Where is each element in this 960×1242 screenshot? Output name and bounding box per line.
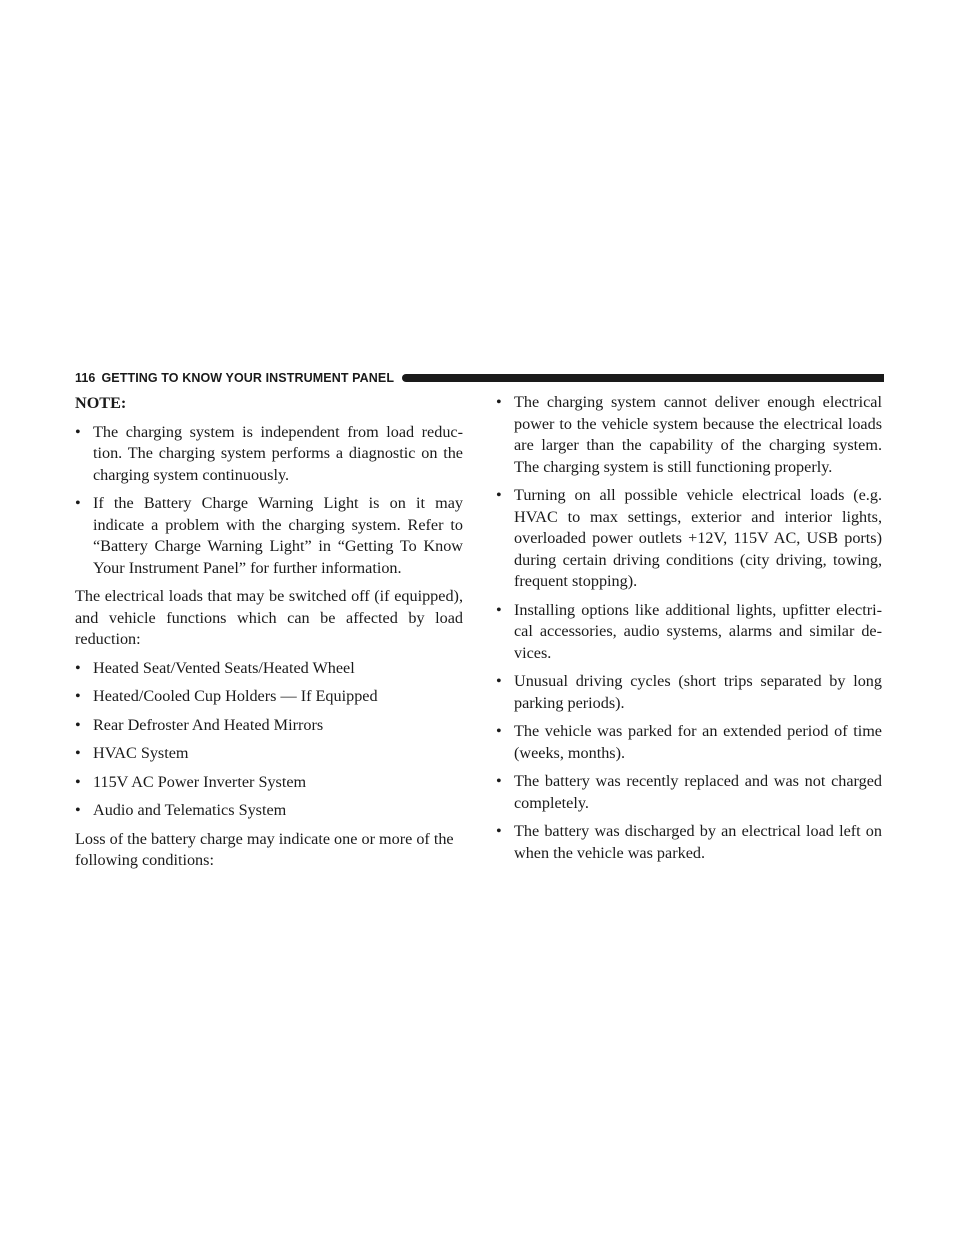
- load-bullet: [75, 715, 463, 737]
- intro-paragraph: The electrical loads that may be switched off (if equipped), and vehicle functions which can be affected by load reduction:: [75, 587, 463, 648]
- bullet-icon: •: [496, 486, 502, 504]
- note-label: NOTE:: [75, 394, 127, 412]
- load-bullet: [75, 772, 463, 794]
- condition-bullet-text: The charging system cannot deliver enough electrical power to the vehicle system because the electrical loads are larger than the capability of the charging system. The charging system is still functioning properly.: [514, 393, 882, 476]
- bullet-icon: •: [496, 672, 502, 690]
- condition-list: [496, 392, 882, 864]
- condition-bullet-text: Unusual driving cycles (short trips separated by long parking periods).: [514, 672, 882, 712]
- condition-bullet: [496, 671, 882, 714]
- bullet-icon: •: [75, 744, 81, 762]
- bullet-icon: •: [496, 600, 502, 619]
- note-bullet-text: If the Battery Charge Warning Light is on it may indicate a problem with the charging system. Refer to “Battery Charge Warning Light” in “Getting To Know Your Instrument Panel” for further information.: [93, 494, 463, 577]
- bullet-icon: •: [75, 658, 81, 677]
- condition-bullet-text: Turning on all possible vehicle electrical loads (e.g. HVAC to max settings, exterior and interior lights, overloaded power outlets +12V, 115V AC, USB ports) during certain driving conditions (city driving, towing, frequent stopping).: [514, 486, 882, 590]
- load-bullet: [75, 658, 463, 680]
- condition-bullet: [496, 392, 882, 478]
- load-bullet: [75, 800, 463, 822]
- bullet-icon: •: [496, 393, 502, 411]
- loss-paragraph: Loss of the battery charge may indicate one or more of the following conditions:: [75, 829, 454, 869]
- load-bullet: [75, 743, 463, 765]
- bullet-icon: •: [75, 801, 81, 819]
- load-bullet-text: Audio and Telematics System: [93, 801, 287, 819]
- bullet-icon: •: [75, 422, 81, 441]
- load-bullet-text: Rear Defroster And Heated Mirrors: [93, 715, 324, 734]
- page-number: 116: [75, 371, 96, 385]
- load-list: [75, 658, 463, 822]
- condition-bullet: [496, 821, 882, 864]
- page-header: [75, 368, 884, 388]
- note-bullet-text: The charging system is independent from load reduc-tion. The charging system performs a diagnostic on the charging system continuously.: [93, 422, 463, 484]
- condition-bullet: [496, 721, 882, 764]
- condition-bullet: [496, 771, 882, 814]
- bullet-icon: •: [496, 772, 502, 790]
- condition-bullet: [496, 600, 882, 665]
- note-bullet: [75, 422, 463, 487]
- bullet-icon: •: [496, 822, 502, 840]
- condition-bullet-text: Installing options like additional lights, upfitter electri-cal accessories, audio systems, alarms and similar de-vices.: [514, 600, 882, 662]
- right-column: [496, 392, 882, 871]
- left-column: [75, 392, 463, 879]
- note-bullet: [75, 493, 463, 579]
- load-bullet-text: Heated/Cooled Cup Holders — If Equipped: [93, 687, 378, 705]
- condition-bullet-text: The battery was recently replaced and was not charged completely.: [514, 772, 882, 812]
- bullet-icon: •: [75, 715, 81, 734]
- header-rule: [402, 374, 884, 382]
- bullet-icon: •: [496, 722, 502, 740]
- bullet-icon: •: [75, 494, 81, 512]
- bullet-icon: •: [75, 772, 81, 791]
- load-bullet-text: 115V AC Power Inverter System: [93, 772, 307, 791]
- note-list: [75, 422, 463, 580]
- condition-bullet-text: The battery was discharged by an electrical load left on when the vehicle was parked.: [514, 822, 882, 862]
- bullet-icon: •: [75, 687, 81, 705]
- condition-bullet: [496, 485, 882, 593]
- load-bullet-text: HVAC System: [93, 744, 189, 762]
- section-title: GETTING TO KNOW YOUR INSTRUMENT PANEL: [101, 371, 395, 385]
- load-bullet-text: Heated Seat/Vented Seats/Heated Wheel: [93, 658, 355, 677]
- header-text: [75, 371, 394, 385]
- load-bullet: [75, 686, 463, 708]
- condition-bullet-text: The vehicle was parked for an extended period of time (weeks, months).: [514, 722, 882, 762]
